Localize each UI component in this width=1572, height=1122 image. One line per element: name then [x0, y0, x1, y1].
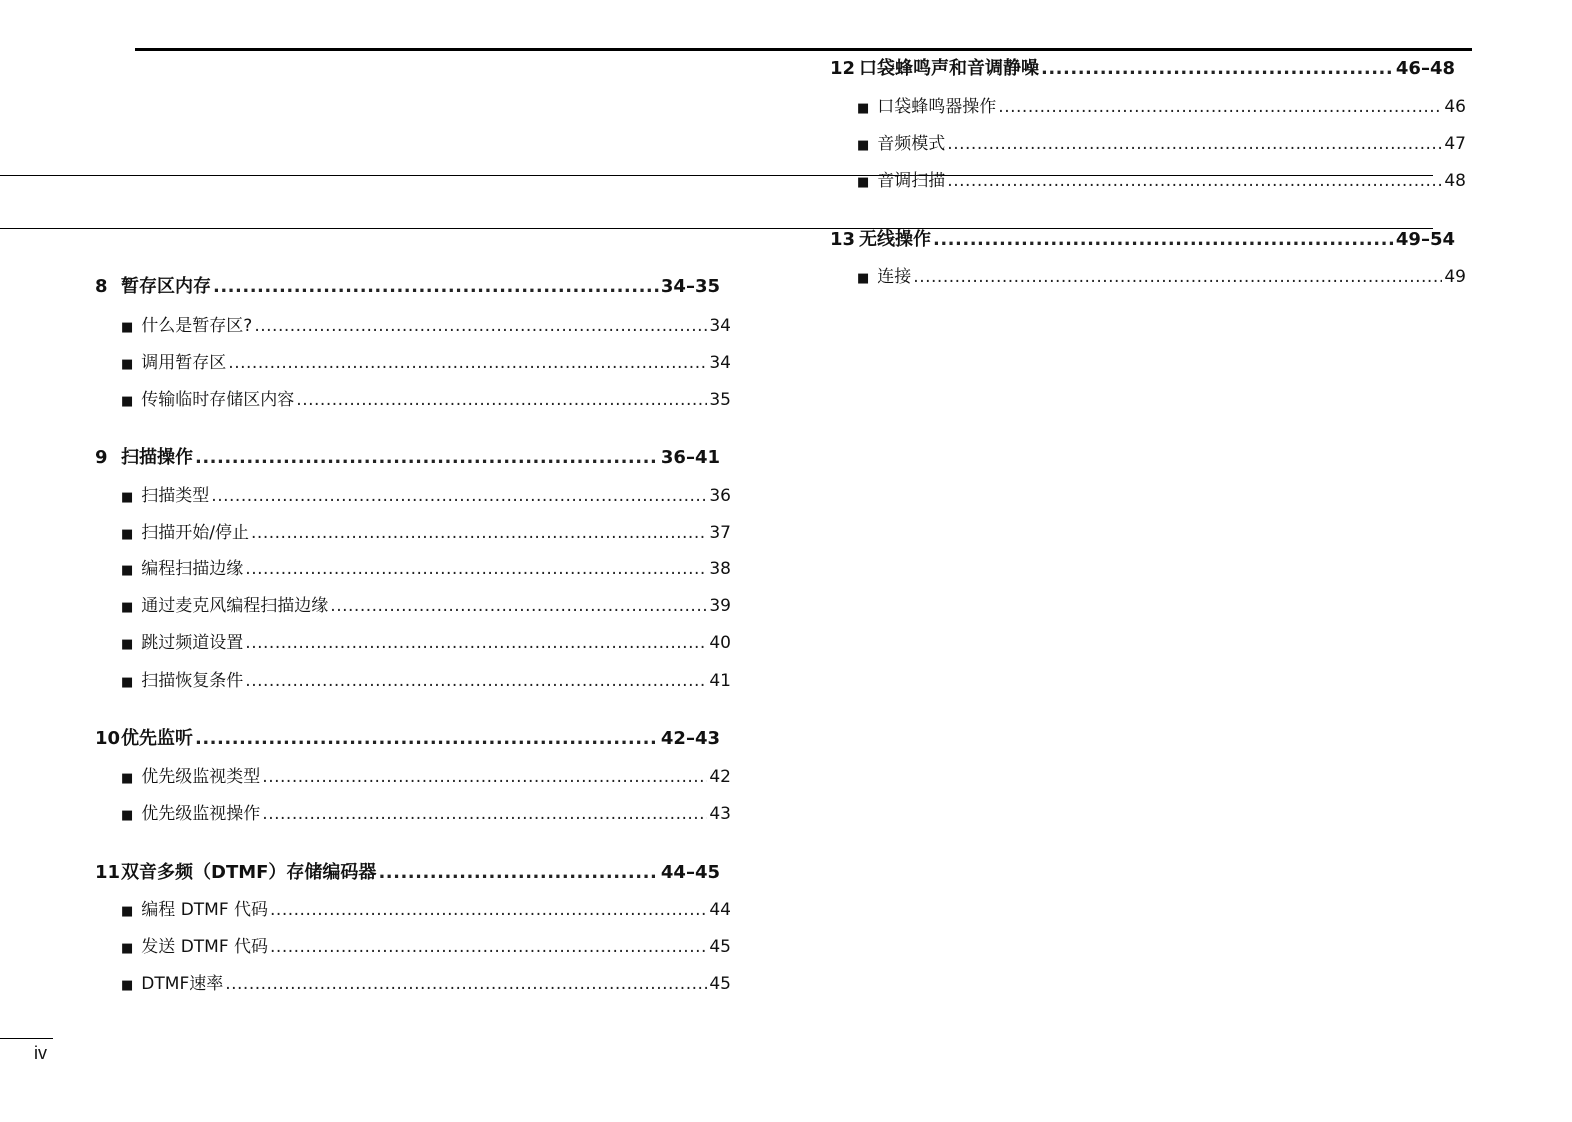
item-page: 41 — [709, 671, 731, 691]
item-title: DTMF速率 — [141, 974, 224, 994]
chapter-title: 双音多频（DTMF）存储编码器 — [121, 862, 377, 883]
toc-item[interactable] — [121, 632, 731, 654]
dot-leader — [225, 973, 707, 995]
toc-item[interactable] — [121, 522, 731, 544]
dot-leader — [245, 670, 707, 692]
item-title: 跳过频道设置 — [141, 633, 244, 653]
item-page: 48 — [1444, 171, 1466, 191]
chapter-pages: 34–35 — [660, 276, 720, 297]
toc-item[interactable] — [857, 96, 1466, 118]
dot-leader — [998, 96, 1442, 118]
square-bullet-icon: ■ — [857, 138, 870, 153]
toc-item[interactable] — [121, 352, 731, 374]
toc-item[interactable] — [121, 766, 731, 788]
dot-leader — [254, 315, 707, 337]
item-page: 45 — [709, 974, 731, 994]
item-page: 34 — [709, 353, 731, 373]
square-bullet-icon: ■ — [121, 978, 134, 993]
toc-item[interactable] — [857, 170, 1466, 192]
chapter-pages: 49–54 — [1395, 229, 1455, 250]
chapter-pages: 44–45 — [660, 862, 720, 883]
chapter-number: 9 — [95, 447, 108, 468]
item-title: 连接 — [877, 267, 912, 287]
square-bullet-icon: ■ — [121, 808, 134, 823]
toc-item[interactable] — [857, 133, 1466, 155]
dot-leader — [933, 229, 1394, 251]
item-page: 43 — [709, 804, 731, 824]
toc-item[interactable] — [121, 595, 731, 617]
dot-leader — [947, 170, 1442, 192]
item-title: 什么是暂存区? — [141, 316, 253, 336]
item-page: 46 — [1444, 97, 1466, 117]
square-bullet-icon: ■ — [121, 357, 134, 372]
square-bullet-icon: ■ — [857, 101, 870, 116]
item-title: 音频模式 — [877, 134, 946, 154]
dot-leader — [296, 389, 707, 411]
square-bullet-icon: ■ — [121, 563, 134, 578]
item-title: 发送 DTMF 代码 — [141, 937, 269, 957]
square-bullet-icon: ■ — [121, 527, 134, 542]
dot-leader — [213, 276, 659, 298]
dot-leader — [245, 632, 707, 654]
dot-leader — [251, 522, 707, 544]
item-page: 47 — [1444, 134, 1466, 154]
item-page: 37 — [709, 523, 731, 543]
dot-leader — [913, 266, 1442, 288]
square-bullet-icon: ■ — [857, 271, 870, 286]
square-bullet-icon: ■ — [857, 175, 870, 190]
chapter-pages: 46–48 — [1395, 58, 1455, 79]
item-page: 34 — [709, 316, 731, 336]
dot-leader — [262, 803, 707, 825]
item-title: 扫描类型 — [141, 486, 210, 506]
item-page: 35 — [709, 390, 731, 410]
footer-rule — [0, 1038, 53, 1039]
toc-item[interactable] — [121, 670, 731, 692]
chapter-pages: 42–43 — [660, 728, 720, 749]
dot-leader — [211, 485, 707, 507]
chapter-number: 11 — [95, 862, 121, 883]
square-bullet-icon: ■ — [121, 941, 134, 956]
item-title: 编程扫描边缘 — [141, 559, 244, 579]
chapter-title: 扫描操作 — [121, 447, 193, 468]
toc-chapter-13[interactable] — [830, 229, 1455, 251]
chapter-number: 12 — [830, 58, 856, 79]
square-bullet-icon: ■ — [121, 320, 134, 335]
toc-item[interactable] — [121, 803, 731, 825]
item-page: 44 — [709, 900, 731, 920]
chapter-number: 8 — [95, 276, 108, 297]
dot-leader — [270, 936, 707, 958]
dot-leader — [947, 133, 1442, 155]
item-title: 调用暂存区 — [141, 353, 227, 373]
square-bullet-icon: ■ — [121, 394, 134, 409]
dot-leader — [195, 447, 659, 469]
item-title: 扫描开始/停止 — [141, 523, 250, 543]
square-bullet-icon: ■ — [121, 490, 134, 505]
dot-leader — [378, 862, 658, 884]
square-bullet-icon: ■ — [121, 904, 134, 919]
toc-item[interactable] — [121, 899, 731, 921]
item-title: 口袋蜂鸣器操作 — [877, 97, 997, 117]
toc-item[interactable] — [121, 936, 731, 958]
toc-chapter-12[interactable] — [830, 58, 1455, 80]
item-title: 通过麦克风编程扫描边缘 — [141, 596, 329, 616]
toc-chapter-8[interactable] — [95, 276, 720, 298]
item-page: 36 — [709, 486, 731, 506]
item-title: 编程 DTMF 代码 — [141, 900, 269, 920]
dot-leader — [270, 899, 707, 921]
toc-chapter-10[interactable] — [95, 728, 720, 750]
item-title: 音调扫描 — [877, 171, 946, 191]
toc-chapter-9[interactable] — [95, 447, 720, 469]
chapter-title: 优先监听 — [121, 728, 193, 749]
dot-leader — [195, 728, 659, 750]
square-bullet-icon: ■ — [121, 675, 134, 690]
toc-item[interactable] — [121, 485, 731, 507]
toc-item[interactable] — [121, 389, 731, 411]
toc-item[interactable] — [121, 973, 731, 995]
header-rule — [135, 48, 1472, 51]
item-title: 传输临时存储区内容 — [141, 390, 295, 410]
item-page: 40 — [709, 633, 731, 653]
chapter-number: 10 — [95, 728, 121, 749]
dot-leader — [228, 352, 707, 374]
square-bullet-icon: ■ — [121, 637, 134, 652]
chapter-number: 13 — [830, 229, 856, 250]
item-title: 优先级监视操作 — [141, 804, 261, 824]
item-page: 42 — [709, 767, 731, 787]
square-bullet-icon: ■ — [121, 600, 134, 615]
item-page: 49 — [1444, 267, 1466, 287]
item-page: 39 — [709, 596, 731, 616]
dot-leader — [1041, 58, 1394, 80]
toc-item[interactable] — [857, 266, 1466, 288]
square-bullet-icon: ■ — [121, 771, 134, 786]
chapter-title: 口袋蜂鸣声和音调静噪 — [859, 58, 1039, 79]
item-title: 扫描恢复条件 — [141, 671, 244, 691]
chapter-pages: 36–41 — [660, 447, 720, 468]
dot-leader — [330, 595, 707, 617]
chapter-title: 暂存区内存 — [121, 276, 211, 297]
chapter-title: 无线操作 — [859, 229, 931, 250]
toc-item[interactable] — [121, 558, 731, 580]
toc-item[interactable] — [121, 315, 731, 337]
item-title: 优先级监视类型 — [141, 767, 261, 787]
page-number: iv — [34, 1043, 47, 1063]
dot-leader — [245, 558, 707, 580]
item-page: 45 — [709, 937, 731, 957]
item-page: 38 — [709, 559, 731, 579]
toc-chapter-11[interactable] — [95, 862, 720, 884]
dot-leader — [262, 766, 707, 788]
